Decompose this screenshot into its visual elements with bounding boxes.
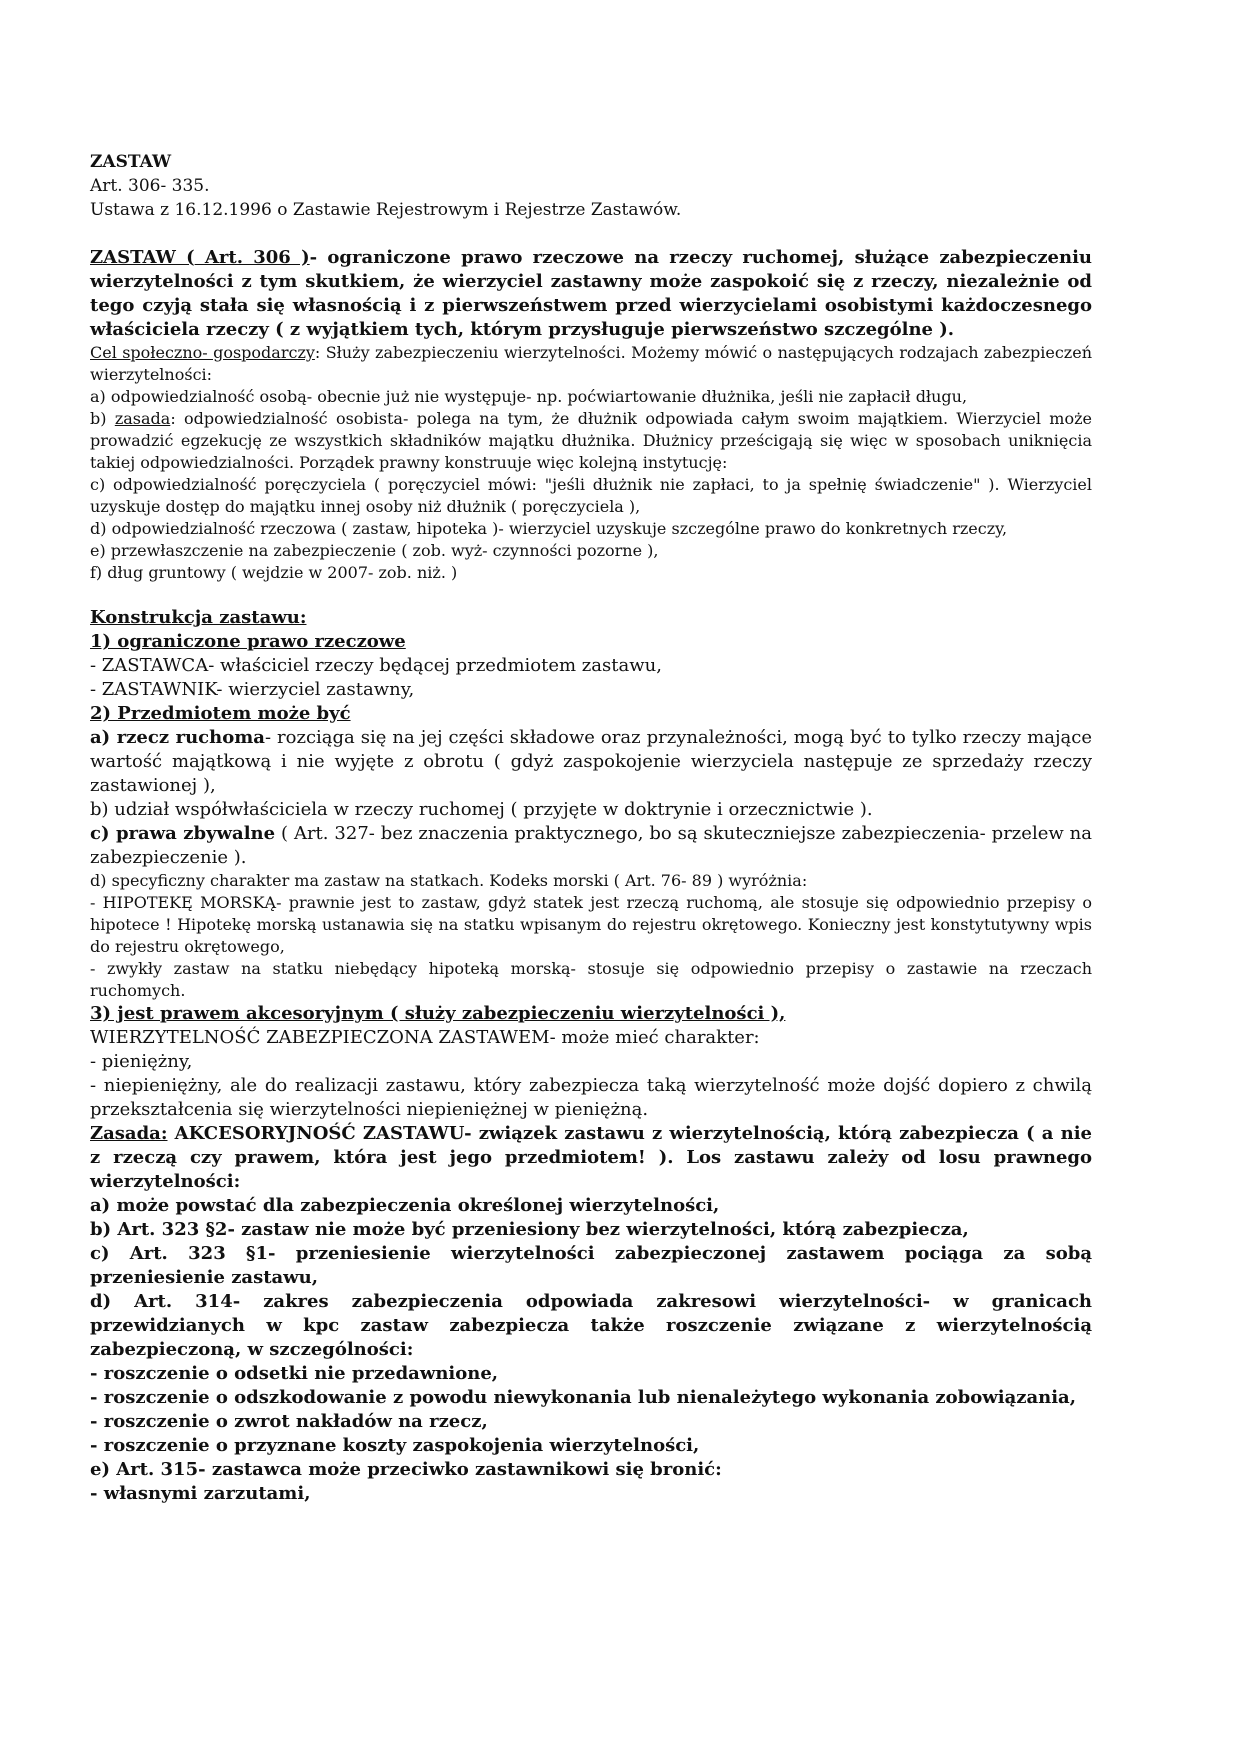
- subject-item-c-text: ( Art. 327- bez znaczenia praktycznego, bo są skuteczniejsze zabezpieczenia- przelew na zabezpieczenie ).: [90, 823, 1092, 868]
- definition-text: - ograniczone prawo rzeczowe na rzeczy ruchomej, służące zabezpieczeniu wierzytelności z tym skutkiem, że wierzyciel zastawny może zaspokoić się z rzeczy, niezależnie od tego czyją stała się własnością i z pierwszeństwem przed wierzycielami osobistymi każdoczesnego właściciela rzeczy ( z wyjątkiem tych, którym przysługuje pierwszeństwo szczególne ).: [90, 247, 1093, 340]
- cel-item-b: [90, 408, 1092, 474]
- cel-item-a: a) odpowiedzialność osobą- obecnie już nie występuje- np. poćwiartowanie dłużnika, jeśli nie zapłacił długu,: [90, 387, 968, 406]
- definition-term: ZASTAW (: [90, 247, 195, 268]
- rule-item-e: e) Art. 315- zastawca może przeciwko zastawnikowi się bronić:: [90, 1459, 722, 1480]
- subject-item-b: b) udział współwłaściciela w rzeczy ruchomej ( przyjęte w doktrynie i orzecznictwie ).: [90, 799, 873, 820]
- document-title: ZASTAW: [90, 152, 172, 172]
- subject-item-c: [90, 822, 1092, 870]
- cel-text: : Służy zabezpieczeniu wierzytelności. Możemy mówić o następujących rodzajach zabezpieczeń wierzytelności:: [90, 343, 1093, 384]
- cel-item-b-prefix: b): [90, 409, 115, 428]
- claim-item: - roszczenie o przyznane koszty zaspokojenia wierzytelności,: [90, 1435, 700, 1456]
- claim-item: - roszczenie o zwrot nakładów na rzecz,: [90, 1411, 488, 1432]
- list-item: - niepieniężny, ale do realizacji zastawu, który zabezpiecza taką wierzytelność może dojść dopiero z chwilą przekształcenia się wierzytelności niepieniężnej w pieniężną.: [90, 1075, 1092, 1120]
- rule-item: c) Art. 323 §1- przeniesienie wierzytelności zabezpieczonej zastawem pociąga za sobą przeniesienie zastawu,: [90, 1243, 1092, 1288]
- subject-item-a-text: - rozciąga się na jej części składowe oraz przynależności, mogą być to tylko rzeczy mające wartość majątkową i nie wyjęte z obrotu ( gdyż zaspokojenie wierzyciela następuje ze sprzedaży rzeczy zastawionej ),: [90, 727, 1092, 796]
- cel-item-b-text: : odpowiedzialność osobista- polega na tym, że dłużnik odpowiada całym swoim majątkiem. Wierzyciel może prowadzić egzekucję ze wszystkich składników majątku dłużnika. Dłużnicy prześcigają się więc w sposobach uniknięcia takiej odpowiedzialności. Porządek prawny konstruuje więc kolejną instytucję:: [90, 409, 1092, 472]
- accessory-principle-label: Zasada:: [90, 1123, 168, 1144]
- accessory-principle-text: AKCESORYJNOŚĆ ZASTAWU- związek zastawu z wierzytelnością, którą zabezpiecza ( a nie z rzeczą czy prawem, która jest jego przedmiotem! ). Los zastawu zależy od losu prawnego wierzytelności:: [90, 1123, 1092, 1192]
- list-item: - pieniężny,: [90, 1051, 193, 1072]
- defense-item: - własnymi zarzutami,: [90, 1483, 311, 1504]
- list-item: - ZASTAWNIK- wierzyciel zastawny,: [90, 679, 415, 700]
- document-header: [90, 150, 1092, 222]
- document-page: [90, 150, 1092, 1506]
- konstrukcja-heading: Konstrukcja zastawu:: [90, 607, 307, 628]
- cel-item-d: d) odpowiedzialność rzeczowa ( zastaw, hipoteka )- wierzyciel uzyskuje szczególne prawo do konkretnych rzeczy,: [90, 519, 1008, 538]
- subject-item-a-label: a) rzecz ruchoma: [90, 727, 265, 748]
- definition-article: Art. 306 ): [194, 247, 310, 268]
- subject-item-a: [90, 726, 1092, 798]
- cel-item-c: c) odpowiedzialność poręczyciela ( poręczyciel mówi: "jeśli dłużnik nie zapłaci, to ja spełnię świadczenie" ). Wierzyciel uzyskuje dostęp do majątku innej osoby niż dłużnik ( poręczyciela ),: [90, 475, 1092, 516]
- statute-reference: Ustawa z 16.12.1996 o Zastawie Rejestrowym i Rejestrze Zastawów.: [90, 200, 682, 220]
- list-item: - zwykły zastaw na statku niebędący hipoteką morską- stosuje się odpowiednio przepisy o zastawie na rzeczach ruchomych.: [90, 959, 1092, 1000]
- section-1-heading: 1) ograniczone prawo rzeczowe: [90, 631, 406, 652]
- definition-paragraph: [90, 246, 1092, 342]
- subject-item-c-label: c) prawa zbywalne: [90, 823, 276, 844]
- rule-item: a) może powstać dla zabezpieczenia określonej wierzytelności,: [90, 1195, 720, 1216]
- list-item: - HIPOTEKĘ MORSKĄ- prawnie jest to zastaw, gdyż statek jest rzeczą ruchomą, ale stosuje się odpowiednio przepisy o hipotece ! Hipotekę morską ustanawia się na statku wpisanym do rejestru okrętowego. Konieczny jest konstytutywny wpis do rejestru okrętowego,: [90, 893, 1092, 956]
- list-item: - ZASTAWCA- właściciel rzeczy będącej przedmiotem zastawu,: [90, 655, 662, 676]
- rule-item: b) Art. 323 §2- zastaw nie może być przeniesiony bez wierzytelności, którą zabezpiecza,: [90, 1219, 969, 1240]
- secured-claim-intro: WIERZYTELNOŚĆ ZABEZPIECZONA ZASTAWEM- może mieć charakter:: [90, 1027, 760, 1048]
- subject-item-d: d) specyficzny charakter ma zastaw na statkach. Kodeks morski ( Art. 76- 89 ) wyróżnia:: [90, 871, 808, 890]
- claim-item: - roszczenie o odszkodowanie z powodu niewykonania lub nienależytego wykonania zobowiązania,: [90, 1387, 1076, 1408]
- cel-item-b-label: zasada: [114, 409, 171, 428]
- rule-item: d) Art. 314- zakres zabezpieczenia odpowiada zakresowi wierzytelności- w granicach przewidzianych w kpc zastaw zabezpiecza także roszczenie związane z wierzytelnością zabezpieczoną, w szczególności:: [90, 1291, 1092, 1360]
- cel-item-e: e) przewłaszczenie na zabezpieczenie ( zob. wyż- czynności pozorne ),: [90, 541, 659, 560]
- cel-item-f: f) dług gruntowy ( wejdzie w 2007- zob. niż. ): [90, 563, 458, 582]
- claim-item: - roszczenie o odsetki nie przedawnione,: [90, 1363, 499, 1384]
- cel-paragraph: [90, 342, 1092, 386]
- accessory-principle: [90, 1122, 1092, 1194]
- cel-label: Cel społeczno- gospodarczy: [90, 343, 315, 362]
- article-range: Art. 306- 335.: [90, 176, 210, 196]
- section-3-heading: 3) jest prawem akcesoryjnym ( służy zabezpieczeniu wierzytelności ),: [90, 1003, 786, 1024]
- section-2-heading: 2) Przedmiotem może być: [90, 703, 351, 724]
